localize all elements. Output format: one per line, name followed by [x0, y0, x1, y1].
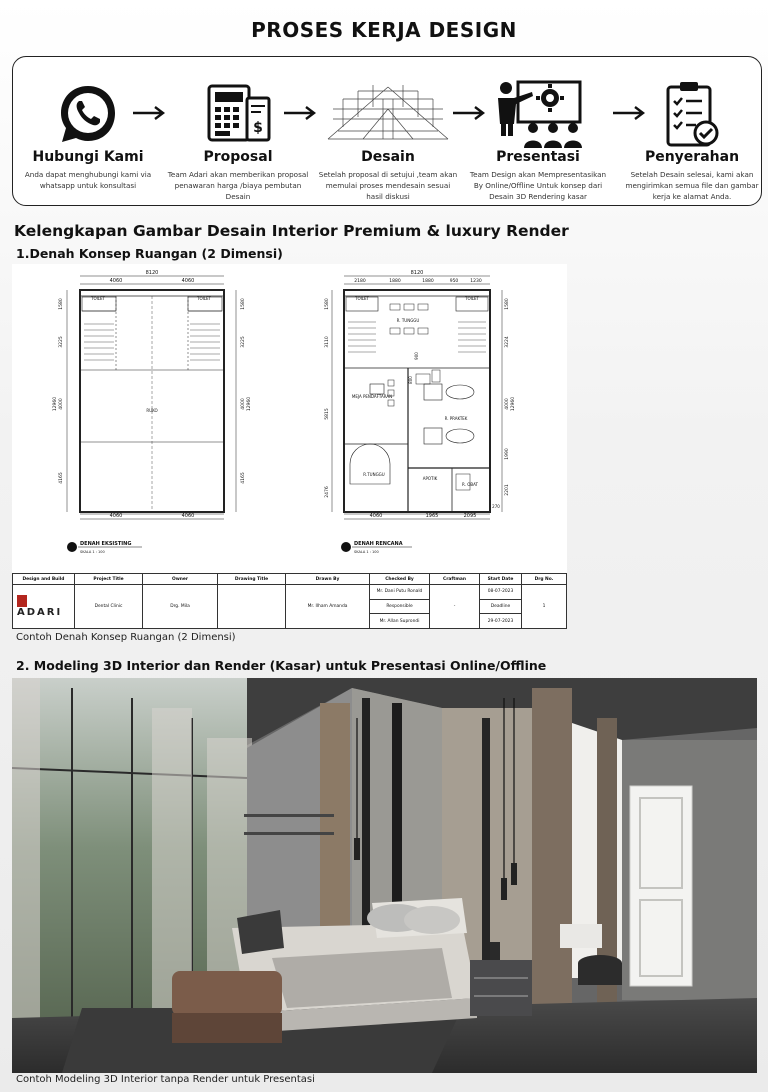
tb-owner: Drg. Mila — [143, 585, 218, 629]
north-arrow-icon — [67, 542, 77, 552]
checklist-clipboard-icon — [617, 75, 767, 153]
tb-deadline: 29-07-2023 — [480, 614, 522, 629]
tb-deadline-label: Deadline — [480, 599, 522, 614]
step-title: Penyerahan — [644, 149, 740, 165]
tb-header: Design and Build — [13, 574, 75, 585]
dim-label: 950 — [449, 279, 459, 284]
tb-header: Checked By — [370, 574, 430, 585]
room-label: R. PRAKTEK — [444, 416, 468, 421]
tb-header: Owner — [143, 574, 218, 585]
section-title: Kelengkapan Gambar Desain Interior Premium & luxury Render — [14, 222, 569, 240]
dim-label: 2476 — [325, 486, 330, 498]
dim-label: 4060 — [109, 513, 123, 519]
dim-label: 1580 — [241, 298, 246, 310]
tb-header: Drg No. — [522, 574, 567, 585]
tb-craftman: - — [430, 585, 480, 629]
dim-label: 4000 — [59, 398, 64, 410]
dim-total-right: 8120 — [410, 270, 424, 276]
presentation-icon — [463, 75, 613, 153]
step-desain — [313, 57, 463, 207]
bedroom-3d-model-illustration — [12, 678, 757, 1073]
plan-label-existing: DENAH EKSISTING — [80, 541, 132, 547]
room-label: APOTIK — [422, 476, 438, 481]
render-caption: Contoh Modeling 3D Interior tanpa Render untuk Presentasi — [16, 1074, 315, 1085]
dim-label: 2095 — [463, 513, 477, 519]
dim-label: 4165 — [59, 472, 64, 484]
step-title: Hubungi Kami — [32, 149, 144, 165]
dim-label: 4060 — [109, 278, 123, 284]
dim-label: 800 — [408, 376, 413, 384]
dim-label: 1580 — [325, 298, 330, 310]
room-label: TOILET — [91, 296, 105, 301]
dim-label: 1990 — [505, 448, 510, 460]
dim-label: 3225 — [59, 336, 64, 348]
tb-header: Craftman — [430, 574, 480, 585]
room-label: TOILET — [355, 296, 369, 301]
dim-label: 1580 — [505, 298, 510, 310]
step-description: Setelah proposal di setujui ,team akan memulai proses mendesain sesuai hasil diskusi — [318, 170, 458, 201]
plan-scale: SKALA 1 : 100 — [354, 550, 379, 554]
arrow-right-icon — [133, 105, 167, 121]
item2-heading: 2. Modeling 3D Interior dan Render (Kasar) untuk Presentasi Online/Offline — [16, 658, 547, 673]
north-arrow-icon — [341, 542, 351, 552]
dim-label: 12960 — [53, 396, 58, 412]
tb-drawing-title — [218, 585, 286, 629]
step-description: Team Design akan Mempresentasikan By Online/Offline Untuk konsep dari Desain 3D Rendering kasar — [469, 170, 607, 201]
dim-label: 4000 — [241, 398, 246, 410]
tb-start-date: 08-07-2023 — [480, 585, 522, 600]
item1-label: Denah Konsep Ruangan (2 Dimensi) — [29, 246, 283, 261]
tb-responsible: Mr. Allan Suprondi — [370, 614, 430, 629]
dim-label: 12960 — [247, 396, 252, 412]
dim-label: 1880 — [422, 279, 434, 284]
dim-label: 1965 — [425, 513, 439, 519]
step-title: Presentasi — [496, 149, 580, 165]
dim-label: 900 — [414, 352, 419, 360]
tb-checked-by: Mr. Dani Putu Ronald — [370, 585, 430, 600]
room-label: RUKO — [146, 408, 158, 413]
dim-label: 1580 — [59, 298, 64, 310]
step-description: Setelah Desain selesai, kami akan mengirimkan semua file dan gambar kerja ke alamat Anda. — [625, 170, 759, 201]
dim-label: 4060 — [369, 513, 383, 519]
dim-label: 4060 — [181, 513, 195, 519]
step-penyerahan — [617, 57, 767, 207]
step-title: Proposal — [203, 149, 273, 165]
company-logo: ADARI — [13, 585, 75, 629]
dim-label: 1230 — [470, 279, 482, 284]
tb-drg-no: 1 — [522, 585, 567, 629]
plan-caption: Contoh Denah Konsep Ruangan (2 Dimensi) — [16, 632, 236, 643]
tb-header: Drawn By — [286, 574, 370, 585]
interior-render-image — [12, 678, 757, 1073]
page-title: PROSES KERJA DESIGN — [251, 18, 517, 42]
step-hubungi-kami — [13, 57, 163, 207]
tb-header: Project Title — [75, 574, 143, 585]
step-presentasi — [463, 57, 613, 207]
tb-drawn-by: Mr. Ilham Amanda — [286, 585, 370, 629]
dim-label: 1880 — [389, 279, 401, 284]
process-steps — [12, 56, 762, 206]
dim-label: 5815 — [325, 408, 330, 420]
step-title: Desain — [361, 149, 415, 165]
floor-plan-panel — [12, 264, 567, 629]
item1-number: 1. — [16, 246, 30, 261]
tb-header: Start Date — [480, 574, 522, 585]
item1-heading — [16, 246, 283, 261]
step-description: Anda dapat menghubungi kami via whatsapp untuk konsultasi — [24, 170, 152, 190]
dim-label: 4165 — [241, 472, 246, 484]
room-label: TOILET — [465, 296, 479, 301]
title-block — [12, 573, 567, 629]
dim-label: 2180 — [354, 279, 366, 284]
room-label: R. TUNGGU — [396, 318, 420, 323]
tb-project: Dental Clinic — [75, 585, 143, 629]
step-description: Team Adari akan memberikan proposal penawaran harga /biaya pembutan Desain — [167, 170, 309, 201]
dim-label: 4000 — [505, 398, 510, 410]
svg-text:$: $ — [253, 120, 263, 136]
tb-responsible-label: Responsible — [370, 599, 430, 614]
dim-label: 2201 — [505, 484, 510, 496]
dim-total-left: 8120 — [145, 270, 159, 276]
floor-plan-drawing — [12, 264, 567, 573]
tb-header: Drawing Title — [218, 574, 286, 585]
dim-label: 12960 — [511, 396, 516, 412]
room-label: R.TUNGGU — [363, 472, 385, 477]
plan-scale: SKALA 1 : 100 — [80, 550, 105, 554]
room-label: MEJA PENDAFTARAN — [351, 394, 393, 399]
room-label: TOILET — [197, 296, 211, 301]
dim-label: 4060 — [181, 278, 195, 284]
dim-label: 3225 — [241, 336, 246, 348]
perspective-sketch-icon — [313, 75, 463, 153]
plan-label-proposed: DENAH RENCANA — [354, 541, 403, 547]
room-label: R. OBAT — [462, 482, 478, 487]
step-proposal — [163, 57, 313, 207]
dim-label: 3110 — [325, 336, 330, 348]
dim-label: 270 — [492, 504, 500, 509]
dim-label: 3224 — [505, 336, 510, 348]
